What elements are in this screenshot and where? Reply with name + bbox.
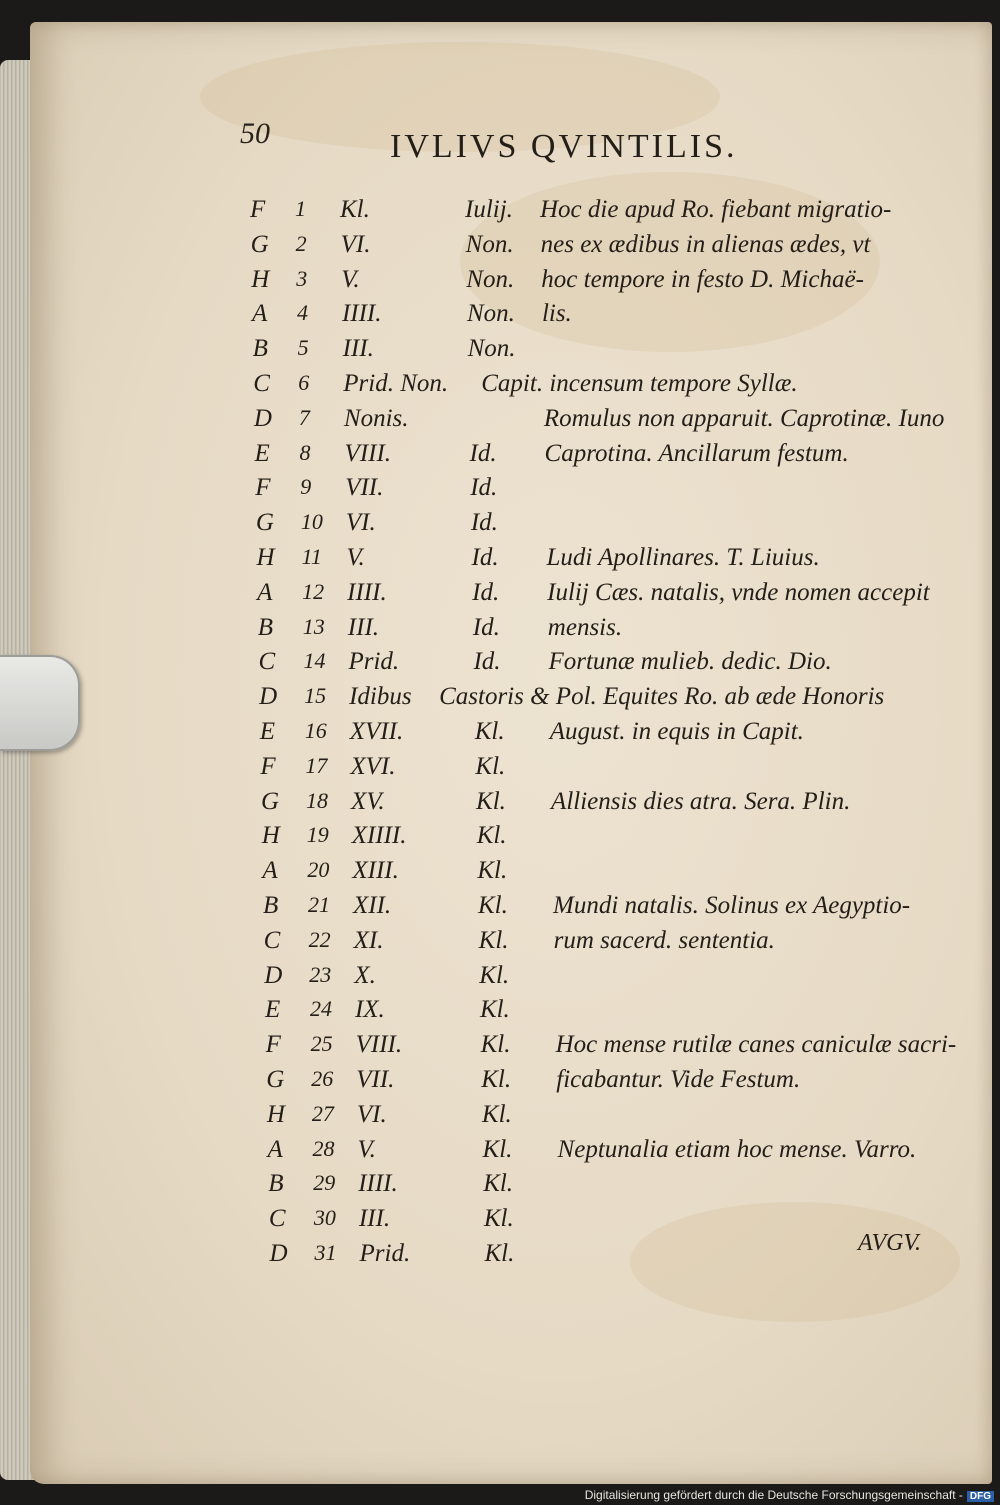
day-note: Fortunæ mulieb. dedic. Dio.	[548, 648, 832, 676]
dominical-letter: H	[261, 822, 280, 850]
day-number: 5	[297, 335, 309, 361]
day-number: 16	[304, 718, 327, 743]
date-mark: Iulij.	[465, 196, 513, 223]
roman-date: VI.	[345, 509, 376, 537]
calendar-row	[3, 370, 963, 404]
day-number: 25	[310, 1031, 333, 1057]
calendar-row	[5, 474, 965, 508]
day-number: 24	[309, 996, 332, 1022]
day-note: Mundi natalis. Solinus ex Aegyptio-	[553, 892, 911, 919]
calendar-row	[18, 1170, 978, 1204]
day-note: Hoc mense rutilæ canes caniculæ sacri-	[555, 1031, 957, 1059]
day-note: Caprotina. Ancillarum festum.	[544, 439, 849, 467]
roman-date: IIII.	[358, 1170, 398, 1198]
date-mark: Kl.	[482, 1135, 513, 1163]
footer-text: Digitalisierung gefördert durch die Deutsche Forschungsgemeinschaft -	[584, 1488, 963, 1502]
calendar-row	[6, 509, 966, 543]
dominical-letter: G	[266, 1066, 285, 1093]
day-number: 21	[308, 892, 330, 917]
dominical-letter: A	[251, 300, 268, 328]
dominical-letter: H	[266, 1100, 285, 1128]
day-number: 18	[306, 787, 329, 813]
day-note: Alliensis dies atra. Sera. Plin.	[551, 787, 851, 815]
calendar-row	[12, 857, 972, 891]
calendar-row	[10, 718, 970, 752]
day-note: Iulij Cæs. natalis, vnde nomen accepit	[547, 578, 930, 606]
page-title: IVLIVS QVINTILIS.	[390, 128, 738, 165]
calendar-row	[10, 753, 970, 787]
calendar-row	[1, 266, 961, 300]
calendar-row	[12, 822, 972, 856]
roman-date: XIIII.	[351, 822, 407, 850]
day-number: 1	[295, 196, 306, 221]
roman-date: VII.	[356, 1066, 395, 1093]
dominical-letter: D	[253, 404, 272, 432]
day-number: 12	[302, 578, 325, 604]
dominical-letter: B	[263, 892, 279, 919]
date-mark: Kl.	[483, 1205, 514, 1233]
calendar-row	[16, 1066, 976, 1100]
calendar-row	[16, 1031, 976, 1065]
roman-date: Prid. Non.	[343, 370, 449, 397]
date-mark: Kl.	[480, 1031, 511, 1059]
calendar-row	[4, 405, 964, 439]
dominical-letter: B	[257, 613, 274, 641]
date-mark: Id.	[471, 544, 499, 571]
day-number: 11	[301, 544, 322, 569]
day-number: 2	[295, 230, 307, 256]
day-number: 20	[307, 857, 330, 883]
calendar-row	[14, 962, 974, 996]
roman-date: V.	[346, 544, 365, 571]
dominical-letter: G	[250, 230, 269, 258]
calendar-row	[1, 231, 961, 265]
roman-date: VI.	[356, 1100, 387, 1128]
day-number: 19	[306, 822, 329, 848]
roman-date: IX.	[354, 996, 385, 1024]
dominical-letter: E	[259, 718, 276, 745]
dominical-letter: C	[253, 370, 270, 397]
day-note: ficabantur. Vide Festum.	[556, 1066, 801, 1093]
day-note: Castoris & Pol. Equites Ro. ab æde Honoris	[439, 683, 885, 711]
roman-date: Prid.	[359, 1240, 411, 1267]
catchword: AVGV.	[858, 1230, 922, 1256]
calendar-row	[9, 683, 969, 717]
dominical-letter: H	[256, 544, 275, 571]
footer-credit	[585, 1488, 994, 1502]
date-mark: Non.	[466, 300, 515, 328]
dominical-letter: E	[254, 439, 270, 467]
date-mark: Kl.	[481, 1066, 512, 1093]
dominical-letter: C	[268, 1205, 286, 1233]
calendar-row	[11, 788, 971, 822]
date-mark: Non.	[466, 265, 515, 293]
day-number: 26	[311, 1066, 334, 1091]
calendar-row	[5, 440, 965, 474]
roman-date: XII.	[353, 892, 392, 919]
calendar-row	[17, 1101, 977, 1135]
dominical-letter: G	[261, 787, 280, 815]
dominical-letter: C	[263, 926, 281, 954]
roman-date: III.	[358, 1205, 391, 1233]
calendar-row	[14, 927, 974, 961]
dominical-letter: F	[250, 196, 266, 223]
roman-date: VIII.	[355, 1031, 403, 1059]
date-mark: Kl.	[483, 1170, 514, 1198]
roman-date: X.	[354, 961, 376, 989]
roman-date: XIII.	[352, 857, 399, 885]
day-number: 28	[312, 1135, 335, 1161]
date-mark: Kl.	[481, 1100, 512, 1128]
dominical-letter: B	[252, 335, 268, 363]
page-number: 50	[240, 117, 270, 150]
calendar-row	[2, 300, 962, 334]
day-number: 14	[303, 648, 326, 674]
date-mark: Kl.	[474, 718, 505, 745]
date-mark: Non.	[467, 335, 516, 363]
dominical-letter: A	[257, 578, 273, 606]
roman-date: XVI.	[350, 752, 396, 780]
day-number: 29	[313, 1170, 336, 1196]
day-note: rum sacerd. sententia.	[553, 926, 775, 954]
day-note: nes ex ædibus in alienas ædes, vt	[540, 230, 871, 258]
date-mark: Kl.	[477, 857, 508, 885]
calendar-row	[0, 196, 960, 230]
day-note: Capit. incensum tempore Syllæ.	[481, 370, 798, 397]
day-number: 22	[308, 926, 331, 952]
day-number: 7	[298, 404, 310, 430]
roman-date: III.	[342, 335, 374, 363]
date-mark: Id.	[473, 648, 501, 676]
day-number: 31	[314, 1240, 337, 1265]
roman-date: VIII.	[344, 439, 392, 467]
day-number: 9	[300, 474, 312, 500]
day-number: 13	[302, 613, 325, 639]
date-mark: Kl.	[484, 1240, 515, 1267]
dominical-letter: H	[251, 265, 270, 293]
day-number: 3	[296, 265, 308, 291]
dominical-letter: D	[269, 1240, 288, 1267]
roman-date: XVII.	[349, 718, 404, 745]
dominical-letter: F	[265, 1031, 281, 1059]
roman-date: VII.	[345, 474, 384, 502]
calendar-row	[20, 1240, 980, 1274]
day-number: 23	[309, 961, 332, 987]
day-number: 10	[300, 509, 323, 535]
dominical-letter: F	[260, 752, 276, 780]
day-number: 4	[296, 300, 308, 326]
day-note: hoc tempore in festo D. Michaë-	[541, 265, 864, 293]
day-number: 6	[298, 370, 310, 395]
dominical-letter: B	[268, 1170, 284, 1198]
date-mark: Kl.	[479, 961, 510, 989]
date-mark: Kl.	[479, 996, 510, 1024]
day-number: 27	[311, 1100, 334, 1126]
dominical-letter: D	[264, 961, 283, 989]
dfg-logo: DFG	[967, 1491, 994, 1502]
date-mark: Kl.	[476, 822, 507, 850]
roman-date: XI.	[353, 926, 384, 954]
roman-date: Nonis.	[343, 404, 409, 432]
day-note: lis.	[541, 300, 572, 328]
roman-date: V.	[341, 265, 360, 293]
calendar-row	[13, 892, 973, 926]
dominical-letter: E	[264, 996, 281, 1024]
roman-date: III.	[347, 613, 380, 641]
date-mark: Kl.	[476, 787, 506, 815]
dominical-letter: C	[258, 648, 276, 676]
date-mark: Kl.	[475, 752, 506, 780]
dominical-letter: F	[255, 474, 271, 502]
day-note: August. in equis in Capit.	[549, 718, 804, 745]
day-note: Neptunalia etiam hoc mense. Varro.	[557, 1135, 917, 1163]
dominical-letter: G	[255, 509, 274, 537]
day-note: Romulus non apparuit. Caprotinæ. Iuno	[543, 404, 945, 432]
roman-date: VI.	[340, 230, 371, 258]
date-mark: Id.	[472, 613, 500, 641]
calendar-row	[8, 648, 968, 682]
day-number: 30	[313, 1205, 336, 1231]
calendar-row	[8, 614, 968, 648]
day-note: Hoc die apud Ro. fiebant migratio-	[540, 196, 892, 223]
date-mark: Kl.	[478, 892, 508, 919]
dominical-letter: A	[267, 1135, 283, 1163]
dominical-letter: D	[259, 683, 278, 711]
roman-date: Idibus	[349, 683, 412, 711]
date-mark: Id.	[470, 474, 498, 502]
dominical-letter: A	[262, 857, 278, 885]
calendar-row	[7, 579, 967, 613]
calendar-row	[19, 1205, 979, 1239]
day-number: 15	[304, 683, 327, 709]
calendar-row	[18, 1136, 978, 1170]
date-mark: Id.	[469, 439, 497, 467]
roman-date: IIII.	[341, 300, 382, 328]
calendar-row	[3, 335, 963, 369]
calendar-row	[15, 996, 975, 1030]
roman-date: IIII.	[347, 578, 387, 606]
date-mark: Kl.	[478, 926, 509, 954]
roman-date: XV.	[351, 787, 385, 815]
calendar-row	[7, 544, 967, 578]
date-mark: Non.	[465, 230, 514, 258]
day-note: Ludi Apollinares. T. Liuius.	[546, 544, 820, 571]
day-number: 8	[299, 439, 311, 465]
roman-date: Kl.	[340, 196, 370, 223]
roman-date: V.	[357, 1135, 376, 1163]
day-number: 17	[305, 752, 328, 778]
day-note: mensis.	[547, 613, 623, 641]
date-mark: Id.	[470, 509, 498, 537]
roman-date: Prid.	[348, 648, 400, 676]
date-mark: Id.	[472, 578, 500, 606]
